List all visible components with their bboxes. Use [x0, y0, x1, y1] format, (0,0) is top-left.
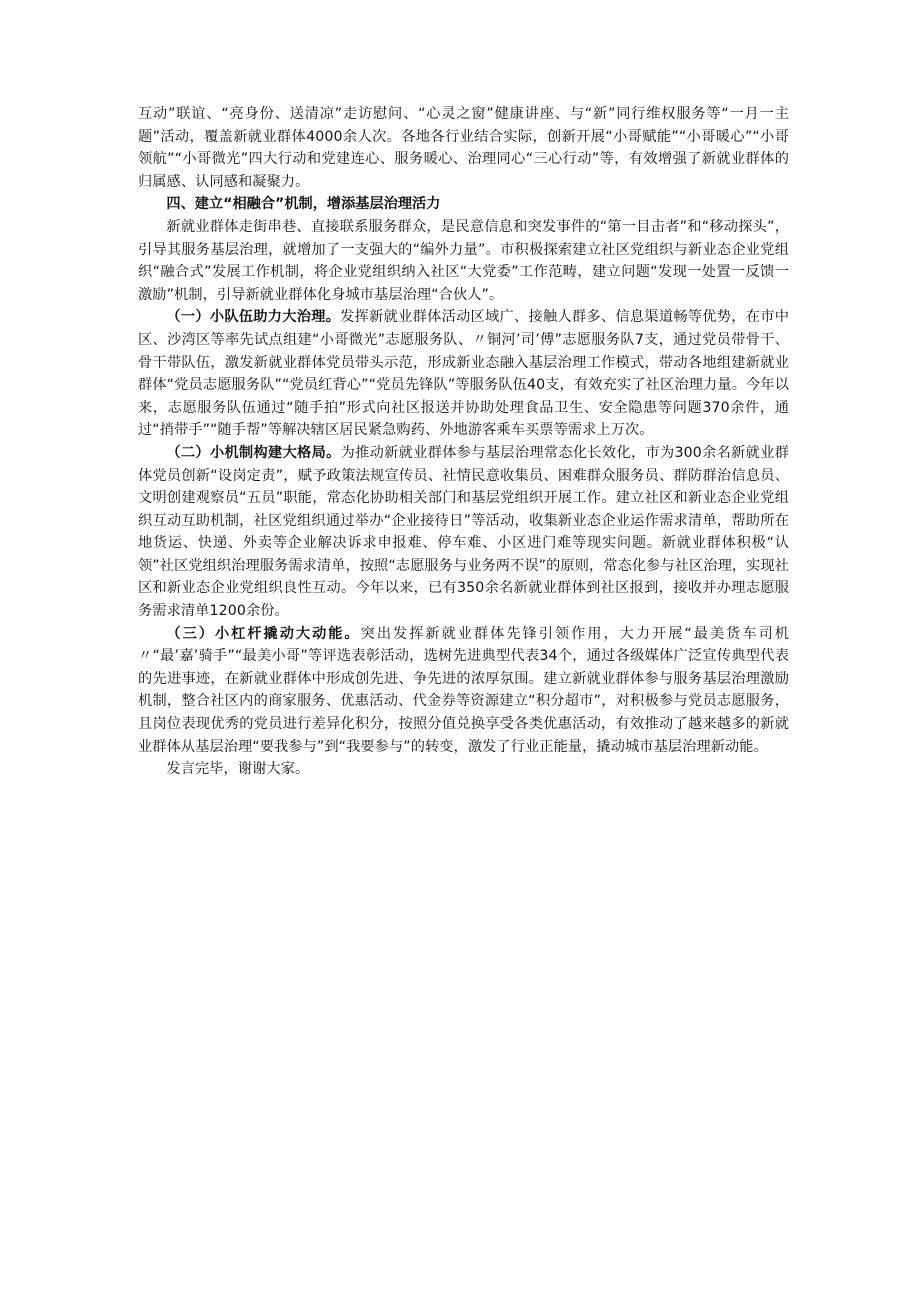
item-3-lead: （三）小杠杆撬动大动能。: [166, 625, 361, 642]
item-2-lead: （二）小机制构建大格局。: [166, 444, 341, 461]
item-3-body: 突出发挥新就业群体先锋引领作用，大力开展“最美货车司机〃“最’嘉’骑手”“最美小哥”等评选表彰活动，选树先进典型代表34个，通过各级媒体广泛宣传典型代表的先进事迹，在新就业群体中形成创先进、争先进的浓厚氛围。建立新就业群体参与服务基层治理激励机制，整合社区内的商家服务、优惠活动、代金券等资源建立“积分超市”，对积极参与党员志愿服务，且岗位表现优秀的党员进行差异化积分，按照分值兑换享受各类优惠活动，有效推动了越来越多的新就业群体从基层治理“要我参与”到“我要参与”的转变，激发了行业正能量，撬动城市基层治理新动能。: [138, 625, 789, 755]
item-2-paragraph: [138, 442, 789, 623]
intro-continuation-paragraph: 互动”联谊、“亮身份、送清凉”走访慰问、“心灵之窗”健康讲座、与“新”同行维权服务等“一月一主题”活动，覆盖新就业群体4000余人次。各地各行业结合实际，创新开展“小哥赋能”“小哥暖心”“小哥领航”“小哥微光”四大行动和党建连心、服务暖心、治理同心“三心行动”等，有效增强了新就业群体的归属感、认同感和凝聚力。: [138, 106, 789, 190]
section-heading: 四、建立“相融合”机制，增添基层治理活力: [166, 196, 441, 213]
item-1-body: 发挥新就业群体活动区域广、接触人群多、信息渠道畅等优势，在市中区、沙湾区等率先试点组建“小哥微光”志愿服务队、〃铜河’司’傅”志愿服务队7支，通过党员带骨干、骨干带队伍，激发新就业群体党员带头示范，形成新业态融入基层治理工作模式，带动各地组建新就业群体“党员志愿服务队”“党员红背心”“党员先锋队”等服务队伍40支，有效充实了社区治理力量。今年以来，志愿服务队伍通过“随手拍”形式向社区报送并协助处理食品卫生、安全隐患等问题370余件，通过“捎带手”“随手帮”等解决辖区居民紧急购药、外地游客乘车买票等需求上万次。: [138, 309, 789, 439]
item-2-body: 为推动新就业群体参与基层治理常态化长效化，市为300余名新就业群体党员创新“设岗定责”，赋予政策法规宣传员、社情民意收集员、困难群众服务员、群防群治信息员、文明创建观察员“五员”职能，常态化协助相关部门和基层党组织开展工作。建立社区和新业态企业党组织互动互助机制，社区党组织通过举办“企业接待日”等活动，收集新业态企业运作需求清单，帮助所在地货运、快递、外卖等企业解决诉求申报难、停车难、小区进门难等现实问题。新就业群体积极“认领”社区党组织治理服务需求清单，按照“志愿服务与业务两不误”的原则，常态化参与社区治理，实现社区和新业态企业党组织良性互动。今年以来，已有350余名新就业群体到社区报到，接收并办理志愿服务需求清单1200余份。: [138, 444, 790, 620]
document-page: [138, 103, 789, 781]
item-1-paragraph: [138, 306, 789, 442]
section-intro-paragraph: 新就业群体走街串巷、直接联系服务群众，是民意信息和突发事件的“第一目击者”和“移动探头”，引导其服务基层治理，就增加了一支强大的“编外力量”。市积极探索建立社区党组织与新业态企业党组织“融合式”发展工作机制，将企业党组织纳入社区“大党委”工作范畴，建立问题“发现一处置一反馈一激励”机制，引导新就业群体化身城市基层治理“合伙人”。: [138, 218, 789, 303]
closing-paragraph: 发言完毕，谢谢大家。: [166, 761, 310, 778]
item-3-paragraph: [138, 623, 789, 759]
item-1-lead: （一）小队伍助力大治理。: [166, 309, 341, 326]
